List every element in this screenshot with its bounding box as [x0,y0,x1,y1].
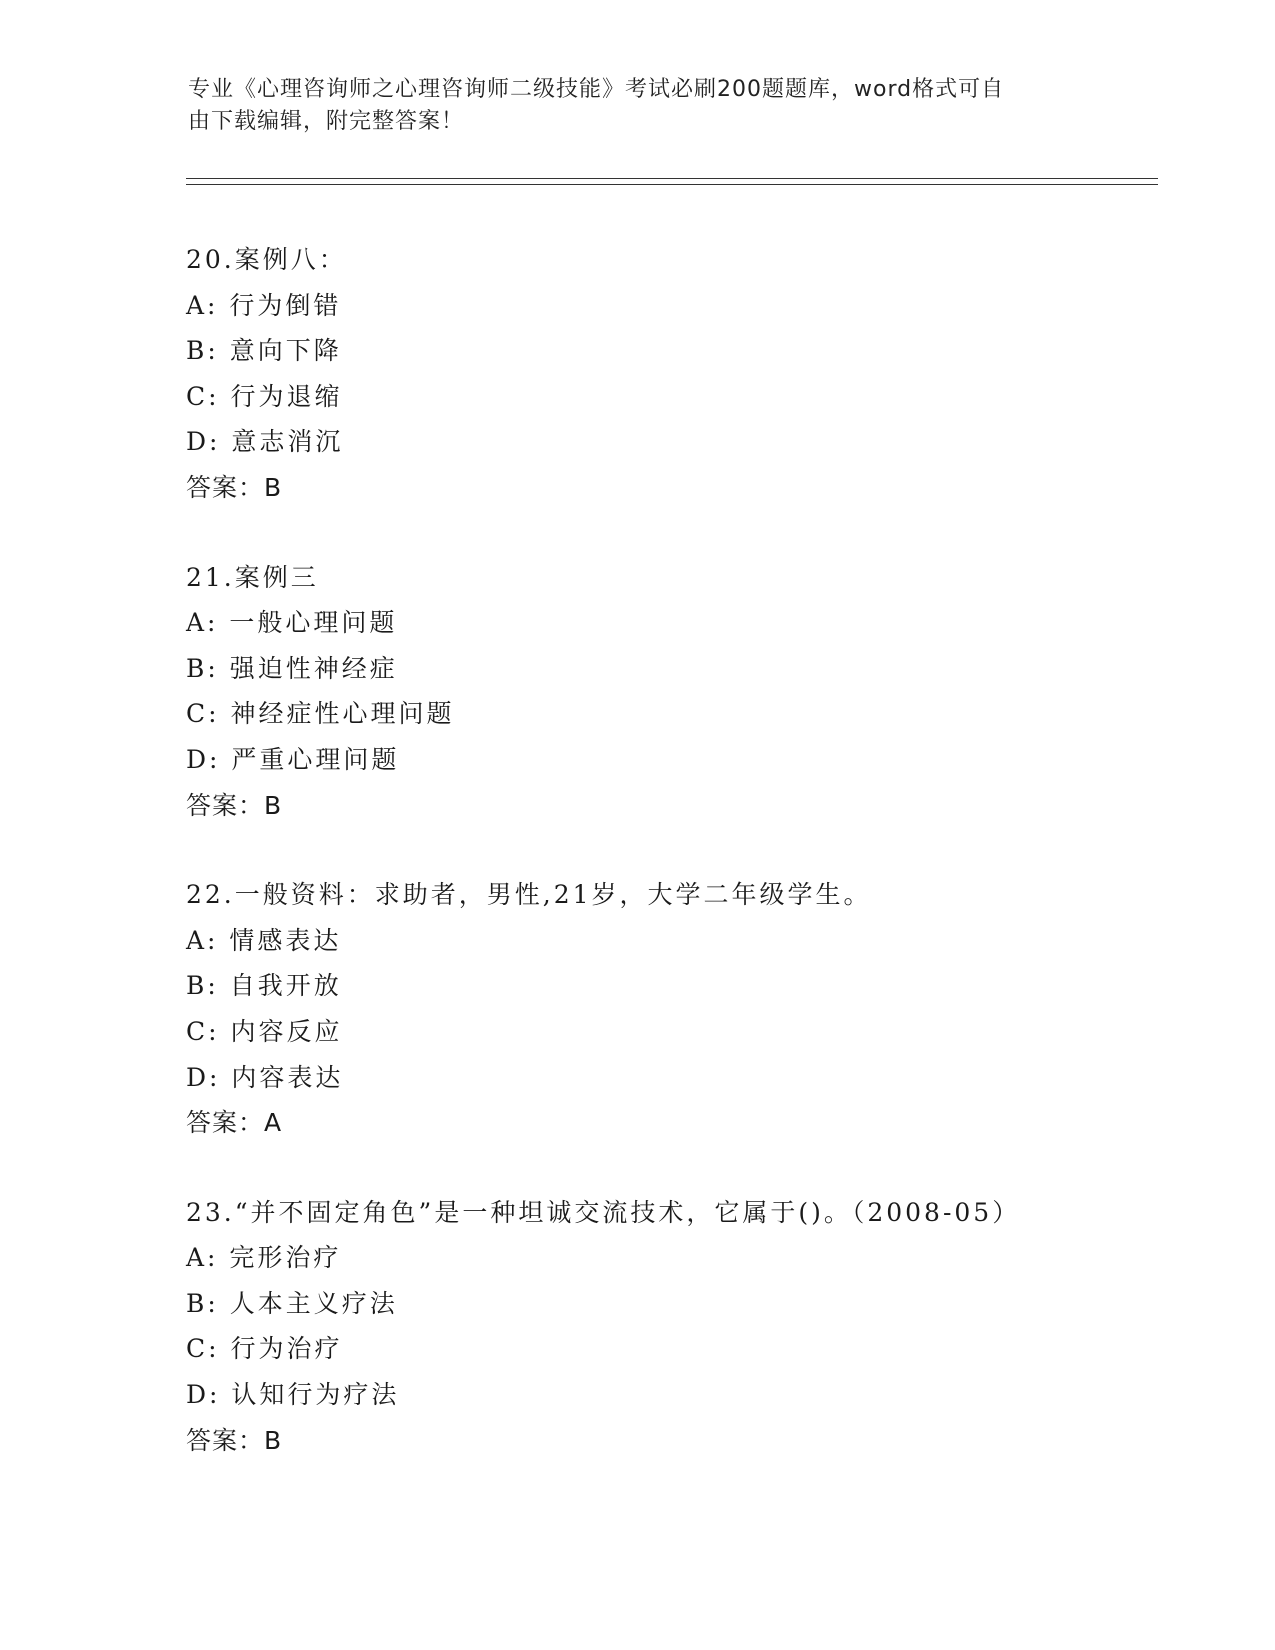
option-d: D: 严重心理问题 [186,744,400,774]
option-a: A: 完形治疗 [186,1243,342,1273]
question-stem: 23.“并不固定角色”是一种坦诚交流技术，它属于()。（2008-05） [186,1197,1021,1227]
option-a: A: 行为倒错 [186,290,342,320]
option-d: D: 认知行为疗法 [186,1380,400,1410]
option-d: D: 内容表达 [186,1062,344,1092]
option-b: B: 人本主义疗法 [186,1288,398,1318]
answer-line: 答案：B [186,790,283,820]
document-header [188,74,1068,138]
question-20 [186,237,1146,511]
question-stem: 20.案例八： [186,245,347,274]
option-d: D: 意志消沉 [186,427,344,457]
option-c: C: 行为退缩 [186,381,343,411]
question-stem: 21.案例三 [186,562,319,592]
question-list [186,237,1146,1507]
option-c: C: 神经症性心理问题 [186,699,455,729]
option-b: B: 意向下降 [186,336,342,366]
answer-line: 答案：B [186,472,283,502]
option-b: B: 自我开放 [186,971,342,1001]
question-stem: 22.一般资料：求助者，男性,21岁，大学二年级学生。 [186,880,872,910]
question-23 [186,1190,1146,1464]
question-22 [186,872,1146,1146]
answer-line: 答案：A [186,1108,283,1138]
option-a: A: 情感表达 [186,925,342,955]
header-line-2: 由下载编辑，附完整答案！ [188,109,465,134]
header-double-rule [186,178,1158,185]
header-line-1: 专业《心理咨询师之心理咨询师二级技能》考试必刷200题题库，word格式可自 [188,77,1005,102]
option-b: B: 强迫性神经症 [186,653,398,683]
option-a: A: 一般心理问题 [186,608,398,638]
answer-line: 答案：B [186,1425,283,1455]
option-c: C: 内容反应 [186,1016,343,1046]
option-c: C: 行为治疗 [186,1334,343,1364]
question-21 [186,555,1146,829]
